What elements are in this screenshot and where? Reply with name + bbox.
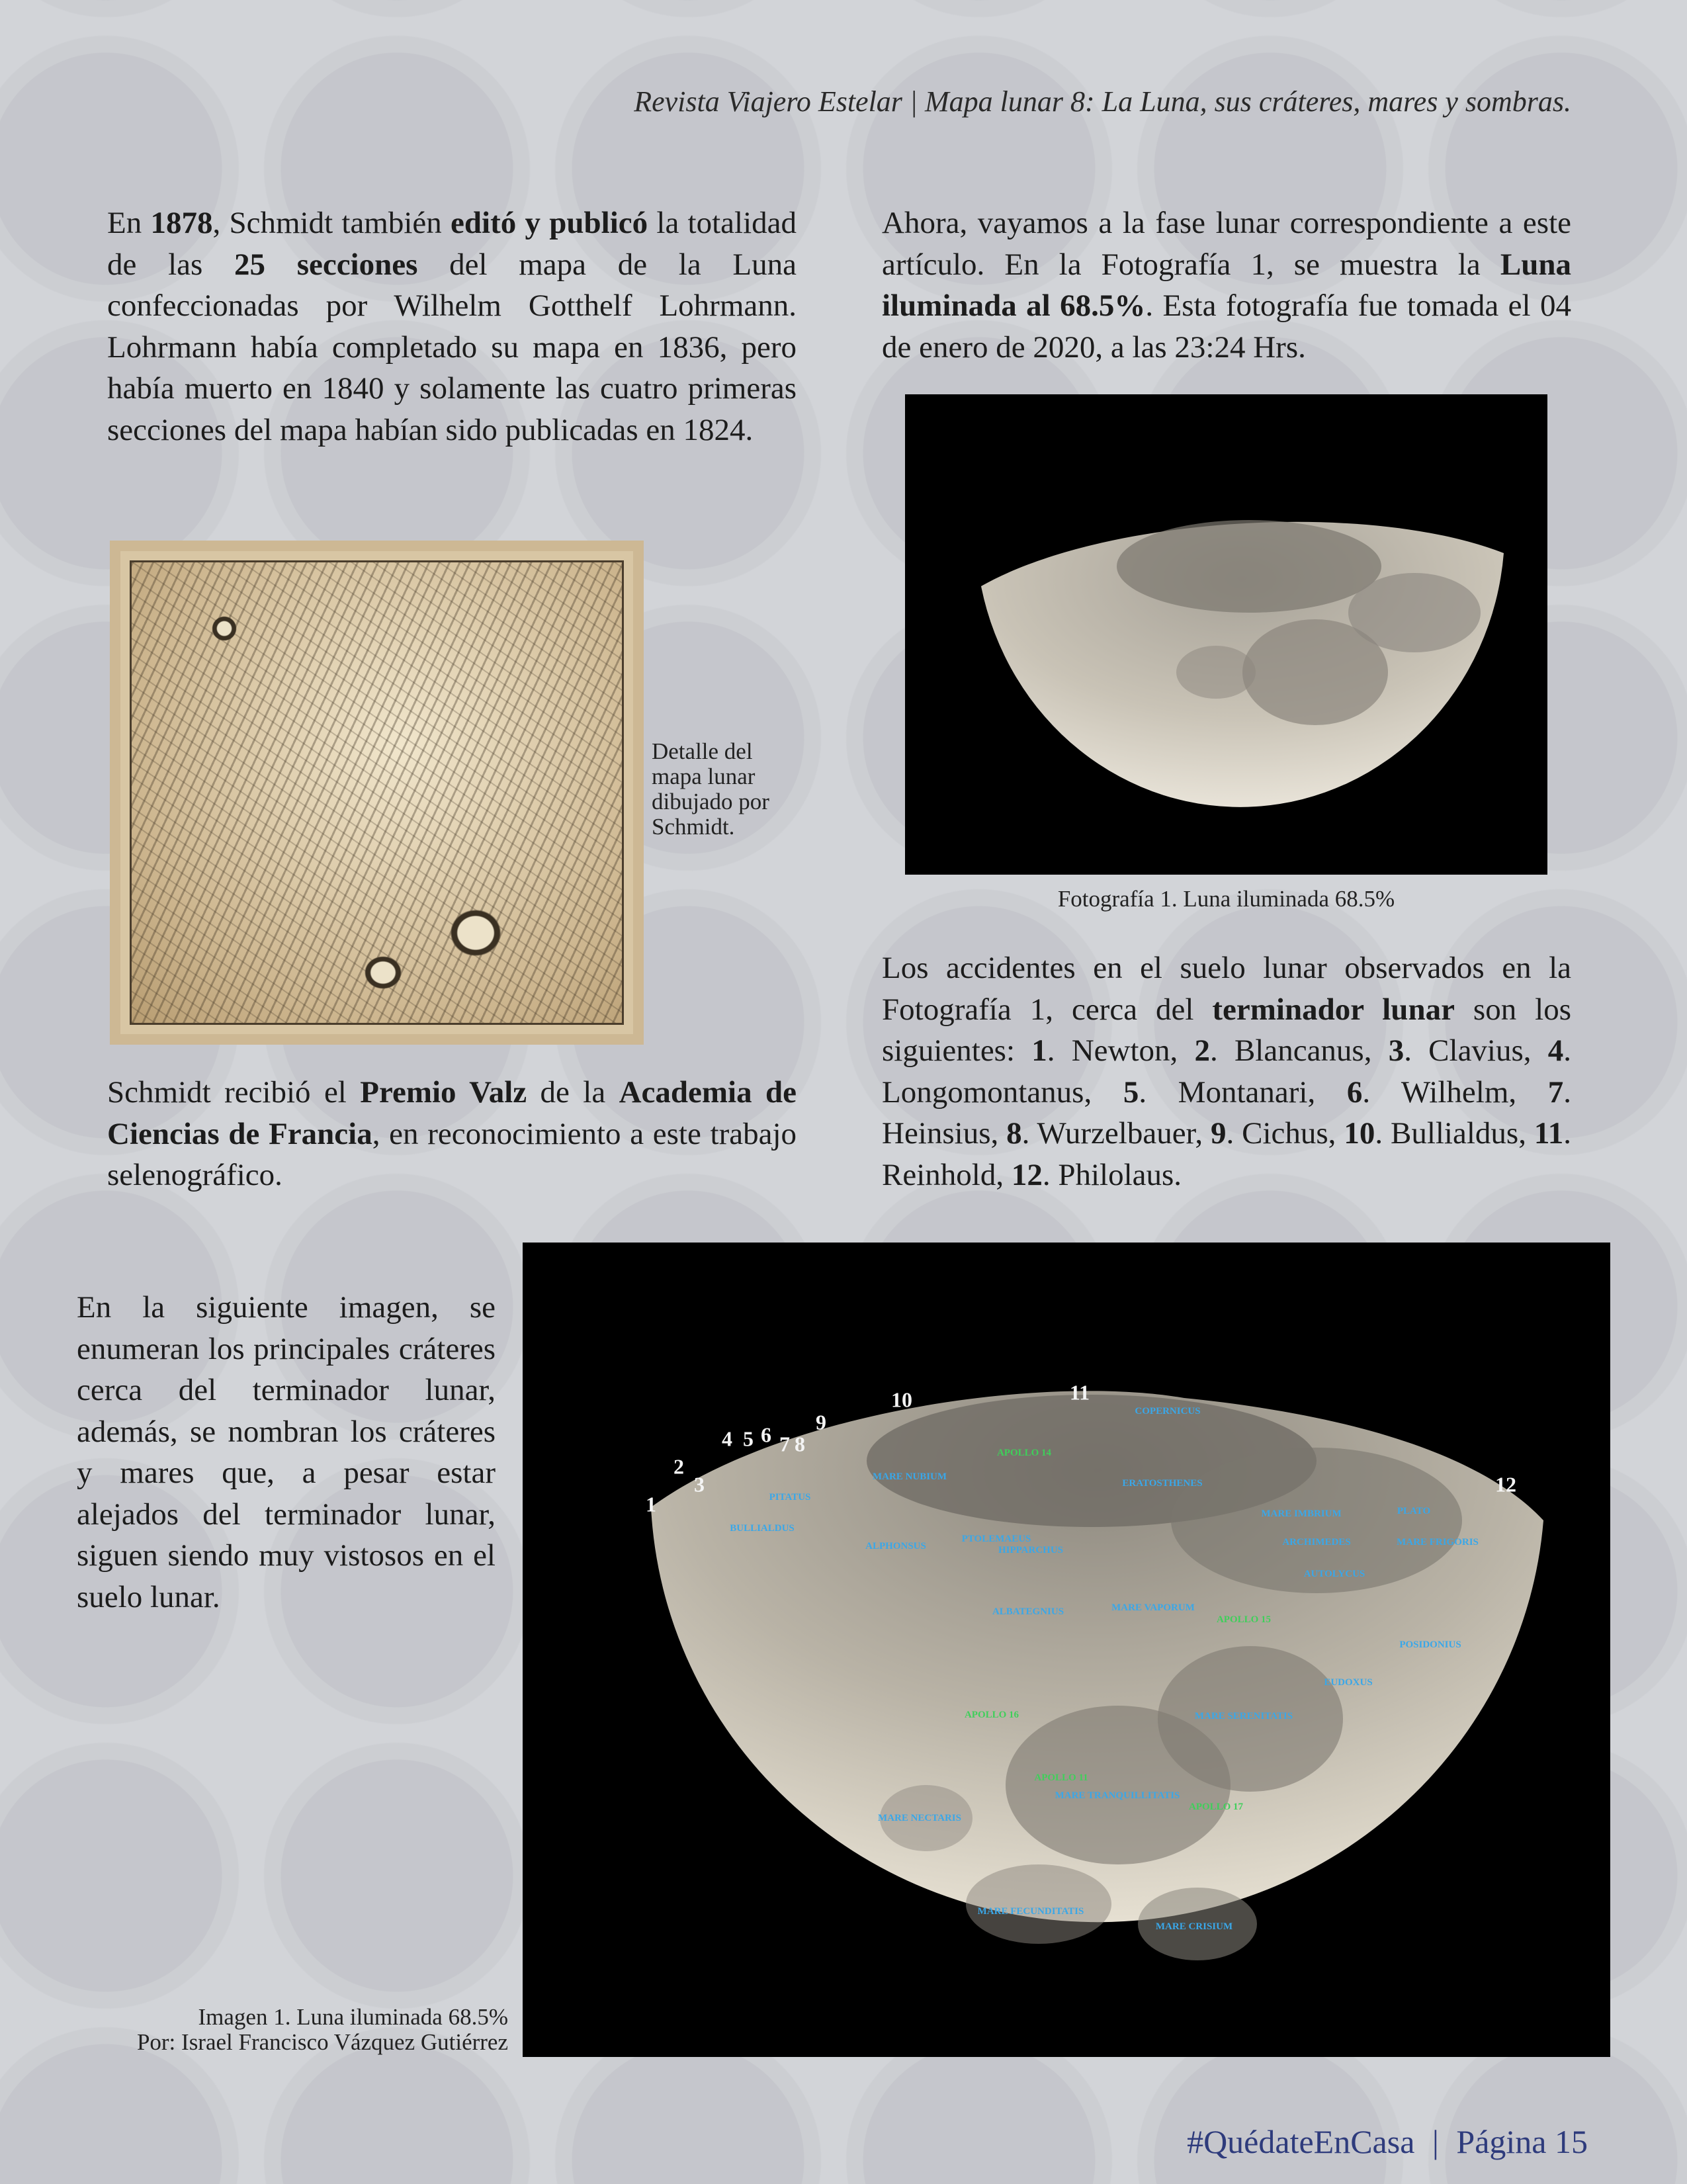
maria: [1006, 1706, 1231, 1864]
page-number: Página 15: [1456, 2123, 1588, 2160]
bold-text: 3: [1388, 1033, 1405, 1068]
bold-text: 11: [1534, 1116, 1564, 1151]
crater-number: 11: [1069, 1380, 1090, 1405]
bold-text: editó y publicó: [451, 206, 648, 240]
moon-feature-label: PLATO: [1397, 1506, 1431, 1516]
text-run: Schmidt recibió el: [107, 1075, 361, 1110]
crater-number: 6: [761, 1422, 771, 1447]
moon-feature-label: EUDOXUS: [1324, 1677, 1373, 1688]
text-run: . Wilhelm,: [1362, 1074, 1548, 1110]
footer: [1187, 2122, 1588, 2161]
text-run: de la: [527, 1075, 619, 1110]
bold-text: 10: [1344, 1116, 1375, 1151]
moon-feature-label: COPERNICUS: [1135, 1406, 1201, 1417]
moon-feature-label: APOLLO 14: [996, 1448, 1052, 1458]
moon-feature-label: ALPHONSUS: [865, 1541, 926, 1551]
crater-number: 7: [779, 1432, 790, 1456]
moon-feature-label: MARE NUBIUM: [872, 1471, 947, 1482]
running-header: Revista Viajero Estelar | Mapa lunar 8: La Luna, sus cráteres, mares y sombras.: [634, 85, 1571, 118]
moon-feature-label: MARE FRIGORIS: [1397, 1537, 1479, 1548]
text-run: , Schmidt también: [212, 206, 451, 240]
crater-number: 4: [722, 1426, 732, 1451]
text-run: . Wurzelbauer,: [1021, 1116, 1211, 1151]
moon-feature-label: BULLIALDUS: [730, 1523, 795, 1534]
text-run: Los accidentes en el suelo lunar observados en la Fotografía 1, cerca del: [882, 951, 1571, 1027]
moon-feature-label: MARE TRANQUILLITATIS: [1055, 1790, 1180, 1801]
text-run: . Newton,: [1047, 1033, 1195, 1068]
paragraph-siguiente-imagen: [77, 1287, 496, 1618]
maria: [966, 1864, 1111, 1944]
text-run: . Cichus,: [1226, 1116, 1344, 1151]
bold-text: 6: [1346, 1074, 1363, 1110]
crater-number: 8: [795, 1432, 805, 1456]
paragraph-premio-valz: [107, 1072, 797, 1196]
moon-feature-label: APOLLO 17: [1188, 1802, 1244, 1812]
crater-number: 1: [646, 1492, 656, 1516]
moon-feature-label: MARE VAPORUM: [1111, 1602, 1195, 1613]
text-run: . Esta fotografía fue tomada el 04 de enero de 2020, a las 23:24 Hrs.: [882, 288, 1571, 365]
text-run: . Philolaus.: [1042, 1157, 1182, 1192]
moon-feature-label: PITATUS: [769, 1492, 811, 1503]
bold-text: 9: [1210, 1116, 1227, 1151]
bold-text: Academia de Ciencias de Francia: [107, 1075, 797, 1151]
text-run: . Blancanus,: [1209, 1033, 1389, 1068]
text-run: . Montanari,: [1139, 1074, 1347, 1110]
image-1-caption-title: Imagen 1. Luna iluminada 68.5%: [198, 2004, 508, 2030]
bold-text: 5: [1123, 1074, 1139, 1110]
text-run: . Heinsius,: [882, 1074, 1571, 1151]
moon-feature-label: ALBATEGNIUS: [992, 1606, 1064, 1617]
text-run: En: [107, 206, 151, 240]
footer-hashtag: #QuédateEnCasa: [1187, 2123, 1415, 2160]
footer-separator: |: [1432, 2123, 1439, 2160]
crater-number: 9: [816, 1410, 826, 1434]
text-run: . Bullialdus,: [1375, 1116, 1534, 1151]
moon-feature-label: HIPPARCHUS: [998, 1545, 1064, 1555]
text-run: Ahora, vayamos a la fase lunar correspondiente a este artículo. En la Fotografía 1, se muestra la: [882, 206, 1571, 282]
crater-number: 12: [1495, 1472, 1516, 1497]
bold-text: 25 secciones: [234, 247, 418, 282]
image-1-annotated-moon: [523, 1243, 1610, 2057]
bold-text: 12: [1011, 1157, 1043, 1192]
bold-text: 2: [1194, 1033, 1210, 1068]
bold-text: 8: [1006, 1116, 1022, 1151]
moon-feature-label: MARE SERENITATIS: [1194, 1711, 1293, 1722]
maria: [1348, 573, 1481, 652]
bold-text: 7: [1547, 1074, 1564, 1110]
moon-feature-label: AUTOLYCUS: [1303, 1569, 1365, 1579]
bold-text: 1: [1031, 1033, 1047, 1068]
schmidt-map-image: [110, 541, 644, 1045]
bold-text: Luna iluminada al 68.5%: [882, 247, 1571, 323]
image-1-caption-author: Por: Israel Francisco Vázquez Gutiérrez: [136, 2029, 508, 2055]
bold-text: 4: [1547, 1033, 1564, 1068]
map-drawing: [130, 560, 624, 1025]
text-run: son los siguientes:: [882, 992, 1572, 1068]
text-run: , en reconocimiento a este trabajo selenográfico.: [107, 1116, 797, 1192]
moon-feature-label: PTOLEMAEUS: [961, 1534, 1031, 1544]
bold-text: terminador lunar: [1212, 992, 1455, 1027]
moon-feature-label: ERATOSTHENES: [1122, 1478, 1203, 1489]
crater-number: 5: [743, 1426, 754, 1451]
moon-feature-label: MARE NECTARIS: [878, 1813, 961, 1823]
moon-feature-label: APOLLO 15: [1216, 1614, 1272, 1625]
text-run: . Reinhold,: [882, 1116, 1572, 1192]
text-run: del mapa de la Luna confeccionadas por Wilhelm Gotthelf Lohrmann. Lohrmann había completado su mapa en 1836, pero había muerto en 1840 y solamente las cuatro primeras secciones del mapa habían sido publicadas en 1824.: [107, 247, 797, 447]
image-1-caption: [137, 2005, 508, 2055]
moon-feature-label: MARE CRISIUM: [1155, 1921, 1233, 1932]
bold-text: 1878: [150, 206, 213, 240]
moon-feature-label: ARCHIMEDES: [1282, 1537, 1351, 1548]
text-run: . Clavius,: [1404, 1033, 1548, 1068]
bold-text: Premio Valz: [360, 1075, 527, 1110]
moon-feature-label: APOLLO 11: [1034, 1772, 1088, 1783]
text-run: En la siguiente imagen, se enumeran los principales cráteres cerca del terminador lunar, además, se nombran los cráteres y mares que, a pesar estar alejados del terminador lunar, siguen siendo muy vistosos en el suelo lunar.: [77, 1290, 496, 1614]
map-caption: Detalle del mapa lunar dibujado por Schmidt.: [652, 738, 769, 840]
photo-1-moon: [905, 394, 1547, 875]
paragraph-fase-lunar: [882, 202, 1571, 368]
moon-feature-label: MARE FECUNDITATIS: [977, 1906, 1084, 1917]
text-run: . Longomontanus,: [882, 1033, 1571, 1110]
maria: [1176, 646, 1256, 699]
crater-number: 3: [694, 1472, 705, 1497]
photo-1-caption: Fotografía 1. Luna iluminada 68.5%: [1057, 886, 1395, 912]
moon-feature-label: POSIDONIUS: [1399, 1639, 1461, 1650]
text-run: la totalidad de las: [107, 206, 797, 282]
crater-number: 2: [673, 1454, 684, 1479]
moon-photo-graphic: [905, 394, 1547, 875]
paragraph-lohrmann: [107, 202, 797, 451]
moon-feature-label: MARE IMBRIUM: [1261, 1508, 1342, 1519]
moon-feature-label: APOLLO 16: [964, 1710, 1019, 1720]
maria: [1117, 520, 1381, 613]
paragraph-accidentes: [882, 947, 1571, 1196]
crater-number: 10: [891, 1387, 912, 1412]
